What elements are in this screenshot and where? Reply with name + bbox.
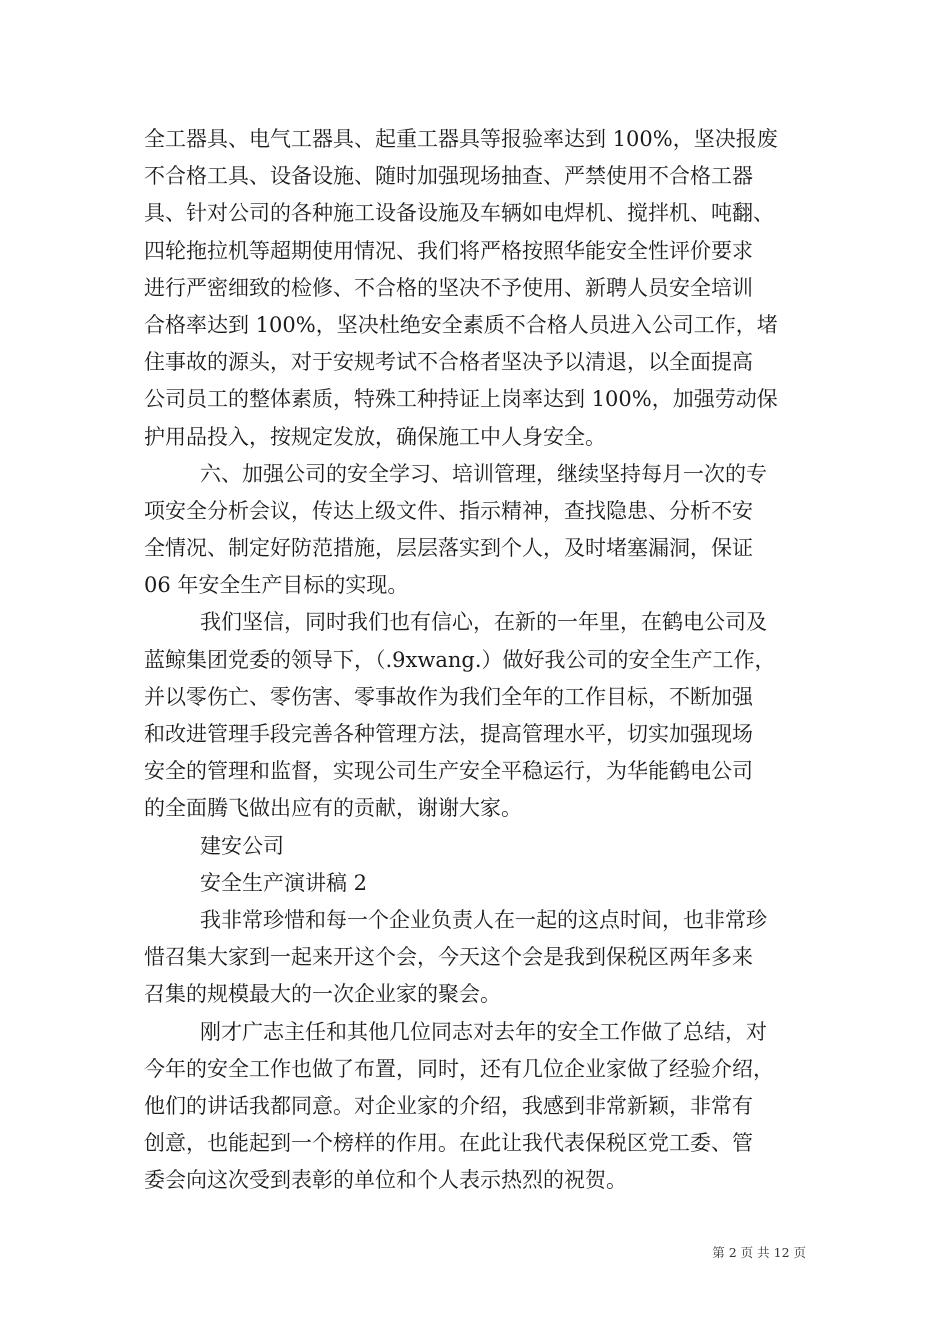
body-line: 安全的管理和监督，实现公司生产安全平稳运行，为华能鹤电公司 xyxy=(144,759,753,784)
body-line: 并以零伤亡、零伤害、零事故作为我们全年的工作目标，不断加强 xyxy=(144,684,753,709)
body-line: 全工器具、电气工器具、起重工器具等报验率达到 100%，坚决报废 xyxy=(144,127,778,151)
body-line: 进行严密细致的检修、不合格的坚决不予使用、新聘人员安全培训 xyxy=(144,275,753,300)
document-body xyxy=(144,121,812,1199)
paragraph-start-line: 我非常珍惜和每一个企业负责人在一起的这点时间，也非常珍 xyxy=(200,907,767,932)
paragraph-start-line: 六、加强公司的安全学习、培训管理，继续坚持每月一次的专 xyxy=(200,461,767,486)
paragraph-start-line: 刚才广志主任和其他几位同志对去年的安全工作做了总结，对 xyxy=(200,1019,767,1044)
body-line: 具、针对公司的各种施工设备设施及车辆如电焊机、搅拌机、吨翻、 xyxy=(144,201,774,226)
body-line: 惜召集大家到一起来开这个会，今天这个会是我到保税区两年多来 xyxy=(144,945,753,970)
body-line: 全情况、制定好防范措施，层层落实到个人，及时堵塞漏洞，保证 xyxy=(144,536,753,561)
body-line: 不合格工具、设备设施、随时加强现场抽查、严禁使用不合格工器 xyxy=(144,164,753,189)
body-line: 四轮拖拉机等超期使用情况、我们将严格按照华能安全性评价要求 xyxy=(144,238,753,263)
body-line: 召集的规模最大的一次企业家的聚会。 xyxy=(144,982,501,1007)
body-line: 创意，也能起到一个榜样的作用。在此让我代表保税区党工委、管 xyxy=(144,1131,753,1156)
body-line: 护用品投入，按规定发放，确保施工中人身安全。 xyxy=(144,424,606,449)
body-line: 合格率达到 100%，坚决杜绝安全素质不合格人员进入公司工作，堵 xyxy=(144,312,778,337)
body-line: 委会向这次受到表彰的单位和个人表示热烈的祝贺。 xyxy=(144,1168,627,1193)
body-line: 项安全分析会议，传达上级文件、指示精神，查找隐患、分析不安 xyxy=(144,498,753,523)
body-line: 蓝鲸集团党委的领导下，（.9xwang.）做好我公司的安全生产工作， xyxy=(144,647,776,672)
signature-line: 建安公司 xyxy=(200,833,284,858)
body-line: 他们的讲话我都同意。对企业家的介绍，我感到非常新颖，非常有 xyxy=(144,1093,753,1118)
body-line: 公司员工的整体素质，特殊工种持证上岗率达到 100%，加强劳动保 xyxy=(144,387,778,412)
section-title: 安全生产演讲稿 2 xyxy=(200,870,368,895)
body-line: 06 年安全生产目标的实现。 xyxy=(144,573,409,598)
body-line: 住事故的源头，对于安规考试不合格者坚决予以清退，以全面提高 xyxy=(144,350,753,375)
paragraph-start-line: 我们坚信，同时我们也有信心，在新的一年里，在鹤电公司及 xyxy=(200,610,767,635)
body-line: 的全面腾飞做出应有的贡献，谢谢大家。 xyxy=(144,796,522,821)
page-number: 第 2 页 共 12 页 xyxy=(712,1245,806,1260)
body-line: 今年的安全工作也做了布置，同时，还有几位企业家做了经验介绍， xyxy=(144,1056,774,1081)
body-line: 和改进管理手段完善各种管理方法，提高管理水平，切实加强现场 xyxy=(144,722,753,746)
